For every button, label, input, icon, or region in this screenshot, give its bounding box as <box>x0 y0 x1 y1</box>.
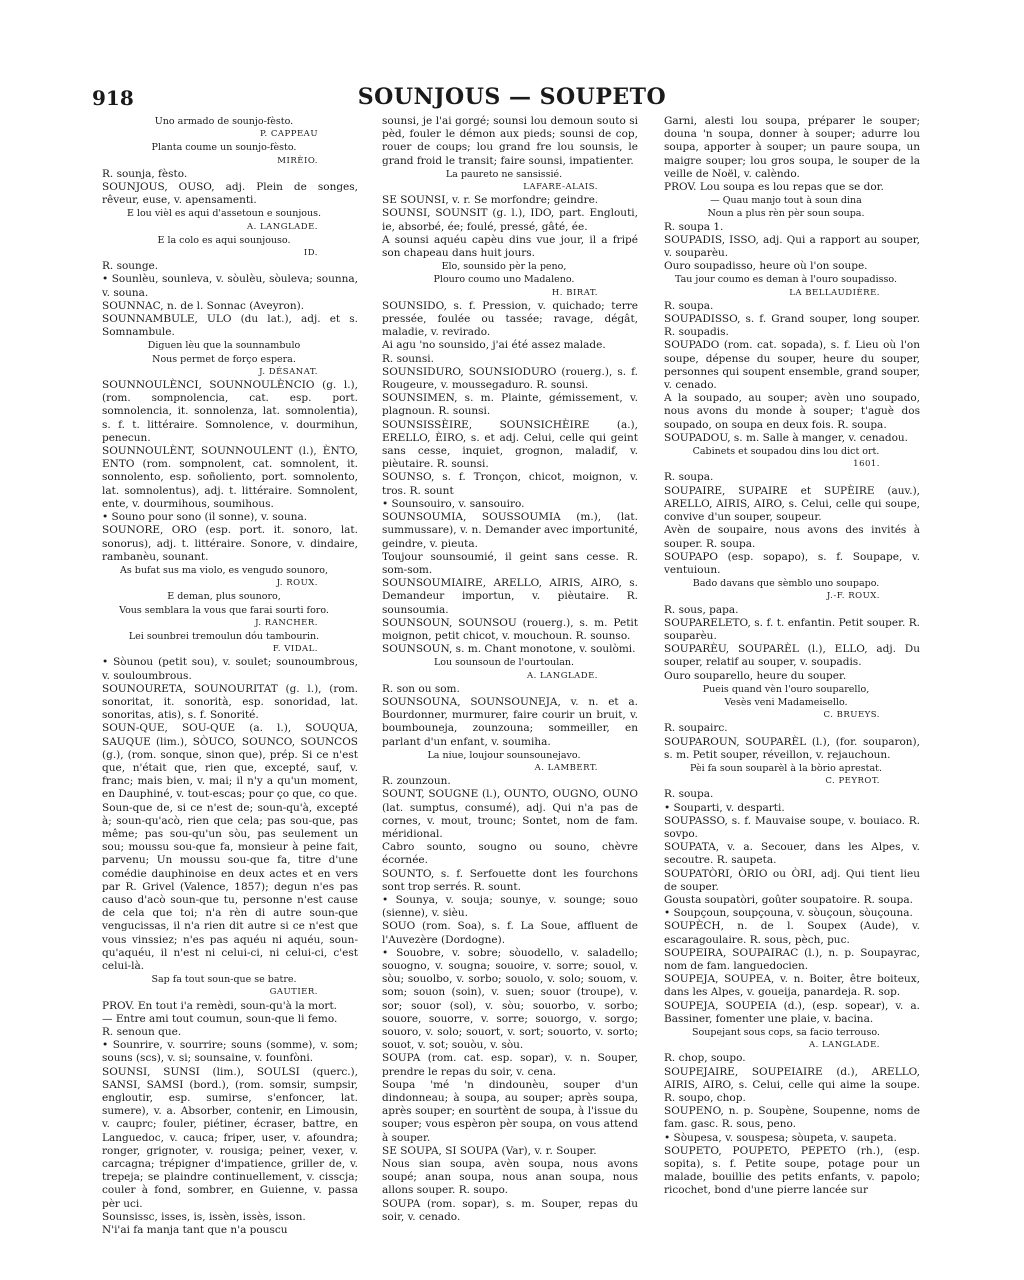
citation-author: J. DÉSANAT. <box>259 366 318 377</box>
entry-text: SOUPADISSO, s. f. Grand souper, long souper. R. soupadis. <box>664 313 920 339</box>
entry-text: R. soupa. <box>664 471 714 484</box>
entry-text: Garni, alesti lou soupa, préparer le souper; douna 'n soupa, donner à souper; adurre lou soupa, apporter à souper; un paure soupa, un maigre souper; lou gros soupa, le souper de la veille de Noël, v. calèndo. <box>664 115 920 180</box>
page-number: 918 <box>92 86 134 110</box>
entry-text: SOUPA (rom. cat. esp. sopar), v. n. Souper, prendre le repas du soir, v. cena. <box>382 1052 638 1078</box>
entry-text: SOUNNAMBULE, ULO (du lat.), adj. et s. Somnambule. <box>102 313 358 339</box>
citation-author: A. LANGLADE. <box>526 670 598 681</box>
entry-text: SOUPASSO, s. f. Mauvaise soupe, v. bouiaco. R. sovpo. <box>664 814 920 840</box>
entry-text: SOUPEIRA, SOUPAIRAC (l.), n. p. Soupayrac, nom de fam. languedocien. <box>664 946 920 972</box>
entry-text: — Entre ami tout coumun, soun-que li femo. <box>102 1012 338 1025</box>
entry-text: Soun-que de, si ce n'est de; soun-qu'à, excepté à; soun-qu'acò, rien que cela; pas sou-que, pas même; pas sou-qu'un sòu, pas seulement un sou; moussu sou-que fa, monsieur à peine fait, parvenu; Un moussu sou-que fa, titre d'une comédie dauphinoise en deux actes et en vers par R. Grivel (Valence, 1857); degun n'es pas causo d'acò soun-que tu, personne n'est cause de cela que toi; n'a rèn di autre soun-que vengucissas, il n'a rien dit autre si ce n'est que vous vinssiez; n'es pas aquéu ni aquéu, soun-qu'aquéu, il n'est ni celui-ci, ni celui-ci, c'est celui-là. <box>102 801 358 972</box>
entry-text: SOUNSOUMIAIRE, ARELLO, AIRIS, AIRO, s. Demandeur importun, v. pièutaire. R. sounsoumia. <box>382 577 638 616</box>
column-middle <box>370 115 638 1224</box>
running-title: SOUNJOUS — SOUPETO <box>357 84 667 110</box>
entry-text: R. zounzoun. <box>382 775 451 788</box>
quotation-line: La paureto ne sansissié. <box>445 168 563 180</box>
entry-text: R. soupa. <box>664 788 714 801</box>
entry-text: Nous sian soupa, avèn soupa, nous avons soupé; anan soupa, nous anan soupa, nous allons souper. R. soupo. <box>382 1158 638 1197</box>
entry-text: • Soupçoun, soupçouna, v. sòuçoun, sòuçouna. <box>664 907 913 920</box>
quotation-line: Pueis quand vèn l'ouro souparello, <box>702 683 870 695</box>
entry-text: SOUPENO, n. p. Soupène, Soupenne, noms de fam. gasc. R. sous, peno. <box>664 1105 920 1131</box>
quotation-line: Tau jour coumo es deman à l'ouro soupadisso. <box>674 274 898 286</box>
entry-text: SOUPADIS, ISSO, adj. Qui a rapport au souper, v. souparèu. <box>664 233 920 260</box>
quotation-line: La niue, loujour sounsounejavo. <box>427 749 581 761</box>
quotation-line: Planta coume un sounjo-fèsto. <box>151 142 297 154</box>
entry-text: SE SOUPA, SI SOUPA (Var), v. r. Souper. <box>382 1144 597 1157</box>
citation-author: J. ROUX. <box>276 578 318 589</box>
citation-author: GAUTIER. <box>269 987 318 998</box>
quotation-line: Uno armado de sounjo-fèsto. <box>154 116 294 127</box>
entry-text: • Souobre, v. sobre; sòuodello, v. saladello; souogno, v. sougna; souoire, v. sorre; souol, v. sòu; souolbo, v. sorbo; souolo, v. solo; souom, v. som; souon (soin), v. suen; souor (troupe), v. sor; souor (sol), v. sòu; souorbo, v. sorbo; souore, souorre, v. sorre; souorgo, v. sorgo; souoro, v. solo; souort, v. sort; souorto, v. sorto; souot, v. sot; souòu, v. sòu. <box>382 946 638 1052</box>
quotation-line: Cabinets et soupadou dins lou dict ort. <box>692 446 880 458</box>
citation-author: F. VIDAL. <box>272 644 318 655</box>
entry-text: Avèn de soupaire, nous avons des invités à souper. R. soupa. <box>664 524 920 550</box>
quotation-line: Plouro coumo uno Madaleno. <box>433 274 575 286</box>
entry-text: SOUNORE, ORO (esp. port. it. sonoro, lat. sonorus), adj. t. littéraire. Sonore, v. dindaire, rambanèu, sounant. <box>102 524 358 563</box>
entry-text: SOUNNOULÈNCI, SOUNNOULÈNCIO (g. l.), (rom. sompnolencia, cat. esp. port. somnolencia, it. sonnolenza, lat. somnolentia), s. f. t. littéraire. Somnolence, v. dourmihun, penecun. <box>102 379 358 444</box>
quotation-line: Lei sounbrei tremoulun dóu tambourin. <box>128 630 320 642</box>
entry-text: R. soupa. <box>664 299 714 312</box>
quotation-line: Bado davans que sèmblo uno soupapo. <box>692 578 880 590</box>
entry-text: Cabro sounto, sougno ou souno, chèvre écornée. <box>382 841 638 867</box>
citation-author: A. LANGLADE. <box>808 1040 880 1051</box>
quotation-line: E la colo es aqui sounjouso. <box>157 234 291 246</box>
entry-text: SOUN-QUE, SOU-QUE (a. l.), SOUQUA, SAUQUE (lim.), SÒUCO, SOUNCO, SOUNCOS (g.), (rom. sonque, sinon que), prép. Si ce n'est que, n'était que, rien que, excepté, sauf, v. franc; mais bien, v. mai; il n'y a qu'un moment, en Dauphiné, v. tout-escas; pour ço que, co que. <box>102 722 358 801</box>
entry-text: • Sounlèu, sounleva, v. sòulèu, sòuleva; sounna, v. souna. <box>102 273 358 299</box>
entry-text: sounsi, je l'ai gorgé; sounsi lou demoun souto si pèd, fouler le démon aux pieds; sounsi de cop, rouer de coups; lou grand fre lou sounsis, le grand froid le transit; faire sounsi, impatienter. <box>382 115 638 167</box>
entry-text: SOUNJOUS, OUSO, adj. Plein de songes, rêveur, euse, v. apensamenti. <box>102 181 358 207</box>
entry-text: • Souparti, v. desparti. <box>664 801 785 814</box>
entry-text: SOUPADO (rom. cat. sopada), s. f. Lieu où l'on soupe, dépense du souper, heure du souper, personnes qui soupent ensemble, grand souper, v. cenado. <box>664 339 920 392</box>
citation-author: LAFARE-ALAIS. <box>523 182 598 193</box>
citation-author: MIRÈIO. <box>277 155 318 166</box>
entry-text: Toujour sounsoumié, il geint sans cesse. R. som-som. <box>382 550 638 576</box>
entry-text: R. sous, papa. <box>664 603 739 616</box>
entry-text: SOUPATA, v. a. Secouer, dans les Alpes, v. secoutre. R. saupeta. <box>664 841 920 867</box>
quotation-line: E deman, plus sounoro, <box>167 591 281 603</box>
entry-text: • Sounrire, v. sourrire; souns (somme), v. som; souns (scs), v. si; sounsaine, v. founfòni. <box>102 1039 358 1065</box>
entry-text: SOUPEJAIRE, SOUPEIAIRE (d.), ARELLO, AIRIS, AIRO, s. Celui, celle qui aime la soupe. R. soupo, chop. <box>664 1065 920 1105</box>
entry-text: Gousta soupatòri, goûter soupatoire. R. soupa. <box>664 893 913 906</box>
entry-text: A la soupado, au souper; avèn uno soupado, nous avons du monde à souper; t'aguè dos soupado, on soupa en deux fois. R. soupa. <box>664 392 920 431</box>
entry-text: Sounsissc, isses, is, issèn, issès, isson. <box>102 1210 306 1223</box>
column-left <box>90 115 358 1237</box>
entry-text: SOUPEJA, SOUPEA, v. n. Boiter, être boiteux, dans les Alpes, v. goueija, panardeja. R. sop. <box>664 973 920 999</box>
entry-text: • Sòunou (petit sou), v. soulet; sounoumbrous, v. souloumbrous. <box>102 656 358 682</box>
entry-text: SOUPATÒRI, ÒRIO ou ÒRI, adj. Qui tient lieu de souper. <box>664 867 920 893</box>
quotation-line: Lou sounsoun de l'ourtoulan. <box>433 657 575 669</box>
entry-text: SOUPA (rom. sopar), s. m. Souper, repas du soir, v. cenado. <box>382 1197 638 1223</box>
entry-text: SOUNSOUNA, SOUNSOUNEJA, v. n. et a. Bourdonner, murmurer, faire courir un bruit, v. boumbouneja, zounzouna; sommeiller, en parlant d'un enfant, v. soumiha. <box>382 695 638 748</box>
entry-text: R. senoun que. <box>102 1026 182 1039</box>
entry-text: SOUPADOU, s. m. Salle à manger, v. cenadou. <box>664 431 909 444</box>
entry-text: SOUNT, SOUGNE (l.), OUNTO, OUGNO, OUNO (lat. sumptus, consumé), adj. Qui n'a pas de cornes, v. mout, trounc; Sontet, nom de fam. méridional. <box>382 788 638 840</box>
entry-text: R. sounja, fèsto. <box>102 167 188 180</box>
entry-text: • Sounya, v. souja; sounye, v. sounge; souo (sienne), v. sièu. <box>382 893 638 920</box>
entry-text: SOUPAROUN, SOUPARÈL (l.), (for. souparon), s. m. Petit souper, réveillon, v. rejauchoun. <box>664 735 920 761</box>
entry-text: SOUPARELETO, s. f. t. enfantin. Petit souper. R. souparèu. <box>664 616 920 642</box>
entry-text: • Sòupesa, v. souspesa; sòupeta, v. saupeta. <box>664 1131 897 1144</box>
entry-text: SOUNSIDURO, SOUNSIODURO (rouerg.), s. f. Rougeure, v. moussegaduro. R. sounsi. <box>382 365 638 392</box>
entry-text: SOUNOURETA, SOUNOURITAT (g. l.), (rom. sonoritat, it. sonorità, esp. sonoridad, lat. sonoritas, atis), s. f. Sonorité. <box>102 682 358 722</box>
entry-text: SOUPARÈU, SOUPARÈL (l.), ELLO, adj. Du souper, relatif au souper, v. soupadis. <box>664 643 920 669</box>
quotation-line: Noun a plus rèn pèr soun soupa. <box>707 208 865 220</box>
citation-author: J. RANCHER. <box>255 617 318 628</box>
citation-author: P. CAPPEAU <box>260 129 318 140</box>
entry-text: SOUPAIRE, SUPAIRE et SUPÈIRE (auv.), ARELLO, AIRIS, AIRO, s. Celui, celle qui soupe, convive d'un souper, soupeur. <box>664 484 920 524</box>
entry-text: N'i'ai fa manja tant que n'a pouscu <box>102 1224 288 1237</box>
entry-text: PROV. Lou soupa es lou repas que se dor. <box>664 181 884 194</box>
entry-text: Ouro souparello, heure du souper. <box>664 669 847 682</box>
citation-author: H. BIRAT. <box>551 287 598 298</box>
quotation-line: Pèi fa soun souparèl à la bòrio aprestat. <box>689 762 882 774</box>
entry-text: SOUNNOULÈNT, SOUNNOULENT (l.), ÈNTO, ENTO (rom. sompnolent, cat. somnolent, it. sonnolento, esp. soñoliento, port. somnolento, lat. somnolentus), adj. t. littéraire. Somnolent, ente, v. dourmihous, soumihous. <box>102 445 358 510</box>
entry-text: Soupa 'mé 'n dindounèu, souper d'un dindonneau; à soupa, au souper; après soupa, après souper; en sourtènt de soupa, à l'issue du souper; vous espèron pèr soupa, on vous attend à souper. <box>382 1078 638 1144</box>
citation-author: J.-F. ROUX. <box>826 591 880 602</box>
quotation-line: E lou vièl es aqui d'assetoun e sounjous. <box>126 208 322 220</box>
quotation-line: Diguen lèu que la sounnambulo <box>147 340 301 352</box>
entry-text: SOUNSOUMIA, SOUSSOUMIA (m.), (lat. summussare), v. n. Demander avec importunité, geindre, v. pieuta. <box>382 511 638 550</box>
entry-text: SOUNSI, SOUNSIT (g. l.), IDO, part. Englouti, ie, absorbé, ée; foulé, pressé, gâté, ée. <box>382 207 638 233</box>
citation-author: A. LAMBERT. <box>534 762 598 773</box>
entry-text: SOUNSISSÈIRE, SOUNSICHÈIRE (a.), ERELLO, ÈIRO, s. et adj. Celui, celle qui geint sans cesse, inquiet, grognon, maladif, v. pièutaire. R. sounsi. <box>382 418 638 471</box>
entry-text: SOUO (rom. Soa), s. f. La Soue, affluent de l'Auvezère (Dordogne). <box>382 920 638 946</box>
entry-text: Ai agu 'no sounsido, j'ai été assez malade. <box>382 339 606 352</box>
quotation-line: Elo, sounsido pèr la peno, <box>441 261 567 273</box>
entry-text: SOUNSI, SUNSI (lim.), SOULSI (querc.), SANSI, SAMSI (bord.), (rom. somsir, sumpsir, engloutir, esp. sumirse, s'enfoncer, lat. sumere), v. a. Absorber, contenir, en Limousin, v. cauprc; fouler, piétiner, écraser, battre, en Languedoc, v. cauca; friper, user, v. afoundra; ronger, grignoter, v. rousiga; peiner, vexer, v. carcagna; trépigner d'impatience, griller de, v. trepeja; se plaindre continuellement, v. cisscja; couler à fond, sombrer, en Guienne, v. passa pèr uci. <box>102 1065 358 1210</box>
entry-text: R. soupa 1. <box>664 220 724 233</box>
entry-text: • Souno pour sono (il sonne), v. souna. <box>102 511 308 524</box>
citation-author: ID. <box>303 248 318 259</box>
quotation-line: Sap fa tout soun-que se batre. <box>151 974 297 986</box>
entry-text: SE SOUNSI, v. r. Se morfondre; geindre. <box>382 194 599 207</box>
entry-text: SOUNSIDO, s. f. Pression, v. quichado; terre pressée, foulée ou tassée; ravage, dégât, maladie, v. revirado. <box>382 299 638 339</box>
citation-author: LA BELLAUDIÈRE. <box>789 287 880 298</box>
entry-text: • Sounsouiro, v. sansouiro. <box>382 497 525 510</box>
entry-text: R. soupairc. <box>664 722 728 735</box>
citation-author: C. PEYROT. <box>825 776 880 787</box>
quotation-line: Nous permet de forço espera. <box>152 353 296 365</box>
quotation-line: Vous semblara la vous que farai sourti foro. <box>119 604 329 616</box>
entry-text: SOUPÈCH, n. de l. Soupex (Aude), v. escaragoulaire. R. sous, pèch, puc. <box>664 920 920 946</box>
column-right <box>652 115 920 1198</box>
entry-text: PROV. En tout i'a remèdi, soun-qu'à la mort. <box>102 999 338 1012</box>
quotation-line: Vesès veni Madameisello. <box>724 696 848 708</box>
entry-text: SOUPEJA, SOUPEIA (d.), (esp. sopear), v. a. Bassiner, fomenter une plaie, v. bacina. <box>664 999 920 1025</box>
quotation-line: As bufat sus ma violo, es vengudo sounoro, <box>120 564 328 576</box>
quotation-line: Soupejant sous cops, sa facio terrouso. <box>692 1027 880 1039</box>
quotation-line: — Quau manjo tout à soun dina <box>710 195 862 207</box>
entry-text: Ouro soupadisso, heure où l'on soupe. <box>664 260 868 273</box>
entry-text: R. chop, soupo. <box>664 1052 746 1065</box>
citation-author: C. BRUEYS. <box>823 710 880 721</box>
citation-author: A. LANGLADE. <box>246 221 318 232</box>
entry-text: SOUPETO, POUPETO, PEPETO (rh.), (esp. sopita), s. f. Petite soupe, potage pour un malade, bouillie des petits enfants, v. papolo; ricochet, bond d'une pierre lancée sur <box>664 1144 920 1197</box>
entry-text: SOUNSOUN, s. m. Chant monotone, v. soulòmi. <box>382 643 636 656</box>
entry-text: SOUNSIMEN, s. m. Plainte, gémissement, v. plagnoun. R. sounsi. <box>382 392 638 418</box>
entry-text: SOUNSO, s. f. Tronçon, chicot, moignon, v. tros. R. sount <box>382 471 638 497</box>
entry-text: R. son ou som. <box>382 682 460 695</box>
entry-text: R. sounge. <box>102 260 159 273</box>
entry-text: SOUNNAC, n. de l. Sonnac (Aveyron). <box>102 299 305 312</box>
entry-text: SOUNSOUN, SOUNSOU (rouerg.), s. m. Petit moignon, petit chicot, v. mouchoun. R. sounso. <box>382 616 638 642</box>
entry-text: A sounsi aquéu capèu dins vue jour, il a fripé son chapeau dans huit jours. <box>382 233 638 260</box>
entry-text: R. sounsi. <box>382 352 434 365</box>
entry-text: SOUPAPO (esp. sopapo), s. f. Soupape, v. ventuioun. <box>664 550 920 576</box>
citation-author: 1601. <box>853 459 880 470</box>
entry-text: SOUNTO, s. f. Serfouette dont les fourchons sont trop serrés. R. sount. <box>382 867 638 893</box>
